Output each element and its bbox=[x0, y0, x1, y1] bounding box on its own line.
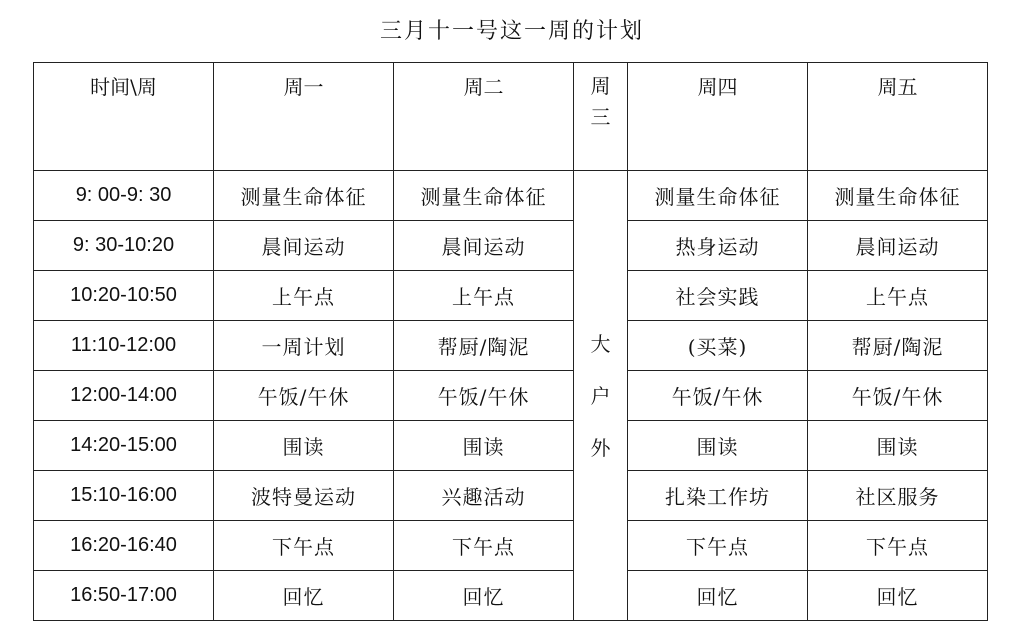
thursday-activity-cell: 围读 bbox=[628, 421, 808, 471]
time-slot-cell: 14:20-15:00 bbox=[34, 421, 214, 471]
friday-activity-cell: 测量生命体征 bbox=[808, 171, 988, 221]
friday-activity-cell: 围读 bbox=[808, 421, 988, 471]
monday-activity-cell: 波特曼运动 bbox=[214, 471, 394, 521]
header-wednesday bbox=[574, 63, 628, 171]
tuesday-activity-cell: 回忆 bbox=[394, 571, 574, 621]
thursday-activity-cell: 午饭/午休 bbox=[628, 371, 808, 421]
friday-activity-cell: 帮厨/陶泥 bbox=[808, 321, 988, 371]
time-slot-cell: 16:50-17:00 bbox=[34, 571, 214, 621]
monday-activity-cell: 测量生命体征 bbox=[214, 171, 394, 221]
table-row bbox=[34, 221, 988, 271]
header-friday: 周五 bbox=[808, 63, 988, 171]
monday-activity-cell: 一周计划 bbox=[214, 321, 394, 371]
wednesday-activity-char: 户 bbox=[590, 383, 611, 408]
tuesday-activity-cell: 测量生命体征 bbox=[394, 171, 574, 221]
table-row bbox=[34, 471, 988, 521]
monday-activity-cell: 晨间运动 bbox=[214, 221, 394, 271]
time-slot-cell: 15:10-16:00 bbox=[34, 471, 214, 521]
monday-activity-cell: 上午点 bbox=[214, 271, 394, 321]
tuesday-activity-cell: 上午点 bbox=[394, 271, 574, 321]
wednesday-activity-char: 大 bbox=[590, 331, 611, 356]
table-row bbox=[34, 271, 988, 321]
time-slot-cell: 10:20-10:50 bbox=[34, 271, 214, 321]
friday-activity-cell: 晨间运动 bbox=[808, 221, 988, 271]
thursday-activity-cell: 测量生命体征 bbox=[628, 171, 808, 221]
tuesday-activity-cell: 下午点 bbox=[394, 521, 574, 571]
header-thursday: 周四 bbox=[628, 63, 808, 171]
thursday-activity-cell: 回忆 bbox=[628, 571, 808, 621]
tuesday-activity-cell: 围读 bbox=[394, 421, 574, 471]
header-tuesday: 周二 bbox=[394, 63, 574, 171]
tuesday-activity-cell: 帮厨/陶泥 bbox=[394, 321, 574, 371]
table-row bbox=[34, 421, 988, 471]
friday-activity-cell: 社区服务 bbox=[808, 471, 988, 521]
friday-activity-cell: 回忆 bbox=[808, 571, 988, 621]
wednesday-activity-char: 外 bbox=[590, 435, 611, 460]
table-row bbox=[34, 571, 988, 621]
thursday-activity-cell: (买菜) bbox=[628, 321, 808, 371]
friday-activity-cell: 上午点 bbox=[808, 271, 988, 321]
corner-header: 时间\周 bbox=[34, 63, 214, 171]
time-slot-cell: 9: 30-10:20 bbox=[34, 221, 214, 271]
header-row bbox=[34, 63, 988, 171]
tuesday-activity-cell: 兴趣活动 bbox=[394, 471, 574, 521]
thursday-activity-cell: 扎染工作坊 bbox=[628, 471, 808, 521]
table-row bbox=[34, 371, 988, 421]
tuesday-activity-cell: 午饭/午休 bbox=[394, 371, 574, 421]
time-slot-cell: 16:20-16:40 bbox=[34, 521, 214, 571]
tuesday-activity-cell: 晨间运动 bbox=[394, 221, 574, 271]
document-title: 三月十一号这一周的计划 bbox=[379, 19, 644, 44]
header-wednesday-line2: 三 bbox=[590, 105, 611, 129]
thursday-activity-cell: 热身运动 bbox=[628, 221, 808, 271]
friday-activity-cell: 午饭/午休 bbox=[808, 371, 988, 421]
monday-activity-cell: 午饭/午休 bbox=[214, 371, 394, 421]
monday-activity-cell: 围读 bbox=[214, 421, 394, 471]
thursday-activity-cell: 社会实践 bbox=[628, 271, 808, 321]
weekly-schedule-table bbox=[33, 62, 988, 621]
table-row bbox=[34, 171, 988, 221]
monday-activity-cell: 下午点 bbox=[214, 521, 394, 571]
time-slot-cell: 9: 00-9: 30 bbox=[34, 171, 214, 221]
wednesday-activity-cell bbox=[574, 171, 628, 621]
monday-activity-cell: 回忆 bbox=[214, 571, 394, 621]
table-row bbox=[34, 321, 988, 371]
header-monday: 周一 bbox=[214, 63, 394, 171]
thursday-activity-cell: 下午点 bbox=[628, 521, 808, 571]
time-slot-cell: 12:00-14:00 bbox=[34, 371, 214, 421]
friday-activity-cell: 下午点 bbox=[808, 521, 988, 571]
time-slot-cell: 11:10-12:00 bbox=[34, 321, 214, 371]
header-wednesday-line1: 周 bbox=[590, 74, 611, 98]
table-row bbox=[34, 521, 988, 571]
